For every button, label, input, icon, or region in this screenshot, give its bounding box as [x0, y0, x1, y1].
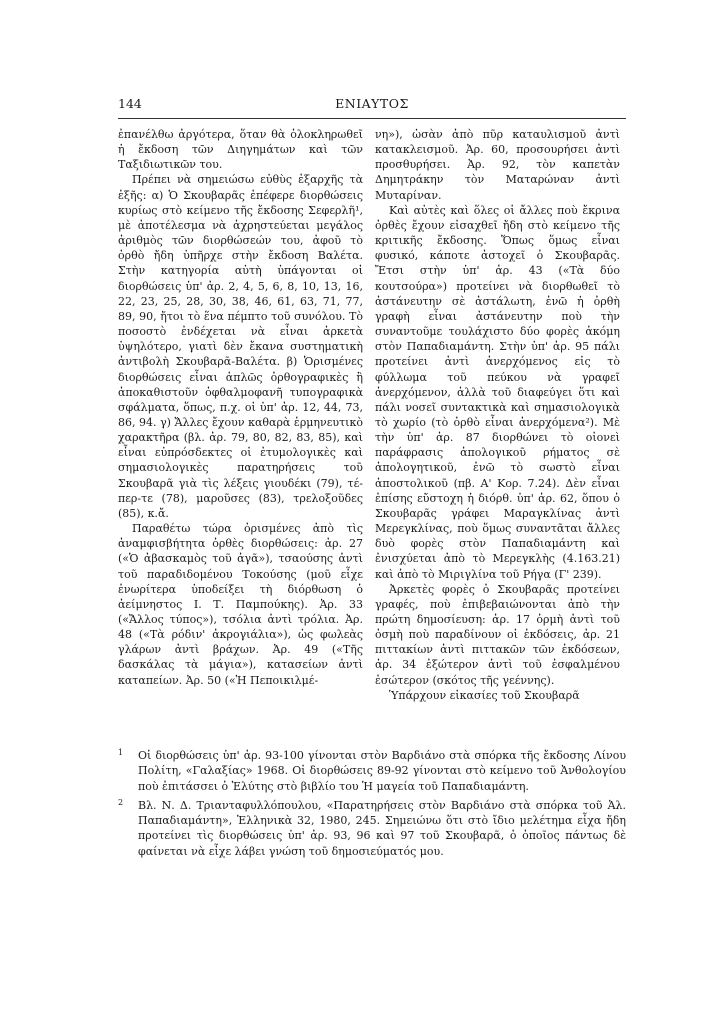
footnote [118, 748, 626, 794]
paragraph: ἐπανέλθω ἀργότερα, ὅταν θὰ ὁλοκληρωθεῖ ἡ ἔκδοση τῶν Διηγημάτων καὶ τῶν Ταξιδιωτικῶν του. [118, 128, 363, 172]
footnote-mark: 2 [118, 797, 124, 807]
paragraph: Καὶ αὐτὲς καὶ ὅλες οἱ ἄλλες ποὺ ἔκρινα ὀρθὲς ἔχουν εἰσαχθεῖ ἤδη στὸ κείμενο τῆς κριτικῆς ἔκδοσης. Ὅπως ὅμως εἶναι φυσικό, κάποτε ἀστοχεῖ ὁ Σκουβαρᾶς. Ἔτσι στὴν ὑπ' ἀρ. 43 («Τὰ δύο κουτσούρα») προτείνει νὰ διορθωθεῖ τὸ ἀστάνευτην σὲ ἀστάλωτη, ἐνῶ ἡ ὀρθὴ γραφὴ εἶναι ἀστάνευτην ποὺ τὴν συναντοῦμε τουλάχιστο δύο φορὲς ἀκόμη στὸν Παπαδιαμάντη. Στὴν ὑπ' ἀρ. 95 πάλι προτείνει ἀντὶ ἀνερχόμενος εἰς τὸ φύλλωμα τοῦ πεύκου νὰ γραφεῖ ἀνερχόμενον, ἀλλὰ τοῦ διαφεύγει ὅτι καὶ πάλι νοσεῖ συντακτικὰ καὶ σημασιολογικὰ τὸ χωρίο (τὸ ὀρθὸ εἶναι ἀνερχόμενα²). Μὲ τὴν ὑπ' ἀρ. 87 διορθώνει τὸ οἱονεὶ παράφρασις ἀπολογικοῦ ρήματος σὲ ἀπολογητικοῦ, ἐνῶ τὸ σωστὸ εἶναι ἀποστολικοῦ (πβ. Α' Κορ. 7.24). Δὲν εἶναι ἐπίσης εὔστοχη ἡ διόρθ. ὑπ' ἀρ. 62, ὅπου ὁ Σκουβαρᾶς γράφει Μαραγκλίνας ἀντὶ Μερεγκλίνας, ποὺ ὅμως συναντᾶται ἄλλες δυὸ φορὲς στὸν Παπαδιαμάντη καὶ ἐνισχύεται ἀπὸ τὸ Μερεγκλὴς (4.163.21) καὶ ἀπὸ τὸ Μιριγλίνα τοῦ Ρήγα (Γ' 239). [375, 203, 620, 581]
footnotes [118, 748, 626, 863]
footnote-mark: 1 [118, 748, 124, 757]
running-title: ΕΝΙΑΥΤΟΣ [335, 96, 409, 111]
left-column [118, 127, 363, 688]
paragraph: Παραθέτω τώρα ὁρισμένες ἀπὸ τὶς ἀναμφισβήτητα ὀρθὲς διορθώσεις: ἀρ. 27 («Ὁ ἀβασκαμὸς τοῦ ἀγᾶ»), τσαούσης ἀντὶ τοῦ παραδιδομένου Τοκούσης (μοῦ εἶχε ἐνωρίτερα ὑποδείξει τὴ διόρθωση ὁ ἀείμνηστος Ι. Τ. Παμπούκης). Ἀρ. 33 («Ἄλλος τύπος»), τσόλια ἀντὶ τρόλια. Ἀρ. 48 («Τὰ ρόδιν' ἀκρογιάλια»), ὡς φωλεὰς γλάρων ἀντὶ βράχων. Ἀρ. 49 («Τῆς δασκάλας τὰ μάγια»), κατασείων ἀντὶ καταπείων. Ἀρ. 50 («Ἡ Πεποικιλμέ- [118, 522, 363, 687]
paragraph: Πρέπει νὰ σημειώσω εὐθὺς ἐξαρχῆς τὰ ἑξῆς: α) Ὁ Σκουβαρᾶς ἐπέφερε διορθώσεις κυρίως στὸ κείμενο τῆς ἔκδοσης Σεφερλῆ¹, μὲ ἀποτέλεσμα νὰ ἀχρηστεύεται μεγάλος ἀριθμὸς τῶν διορθώσεών του, ἀφοῦ τὸ ὀρθὸ ἤδη ὑπῆρχε στὴν ἔκδοση Βαλέτα. Στὴν κατηγορία αὐτὴ ὑπάγονται οἱ διορθώσεις ὑπ' ἀρ. 2, 4, 5, 6, 8, 10, 13, 16, 22, 23, 25, 28, 30, 38, 46, 61, 63, 71, 77, 89, 90, ἤτοι τὸ ἕνα πέμπτο τοῦ συνόλου. Τὸ ποσοστὸ ἐνδέχεται νὰ εἶναι ἀρκετὰ ὑψηλότερο, γιατὶ δὲν ἔκανα συστηματικὴ ἀντιβολὴ Σκουβαρᾶ-Βαλέτα. β) Ὁρισμένες διορθώσεις εἶναι ἁπλῶς ὀρθογραφικὲς ἢ ἀποκαθιστοῦν ὀφθαλμοφανῆ τυπογραφικὰ σφάλματα, ὅπως, π.χ. οἱ ὑπ' ἀρ. 12, 44, 73, 86, 94. γ) Ἄλλες ἔχουν καθαρὰ ἑρμηνευτικὸ χαρακτῆρα (βλ. ἀρ. 79, 80, 82, 83, 85), καὶ εἶναι εὐπρόσδεκτες οἱ ἐτυμολογικὲς καὶ σημασιολογικὲς παρατηρήσεις τοῦ Σκουβαρᾶ γιὰ τὶς λέξεις γιουδέκι (79), τέ-περ-τε (78), μαροῦσες (83), τρελοξοῦδες (85), κ.ἄ. [118, 173, 363, 520]
page-number: 144 [118, 96, 142, 111]
right-column [375, 127, 620, 703]
header-rule [118, 118, 626, 119]
footnote-text: Βλ. Ν. Δ. Τριανταφυλλόπουλου, «Παρατηρήσεις στὸν Βαρδιάνο στὰ σπόρκα τοῦ Ἀλ. Παπαδιαμάντη», Ἑλληνικὰ 32, 1980, 245. Σημειώνω ὅτι στὸ ἴδιο μελέτημα εἶχα ἤδη προτείνει τὶς διορθώσεις ὑπ' ἀρ. 93, 96 καὶ 97 τοῦ Σκουβαρᾶ, ὁ ὁποῖος πάντως δὲ φαίνεται νὰ εἶχε λάβει γνώση τοῦ δημοσιεύματός μου. [138, 798, 626, 858]
paragraph: Ἀρκετὲς φορὲς ὁ Σκουβαρᾶς προτείνει γραφές, ποὺ ἐπιβεβαιώνονται ἀπὸ τὴν πρώτη δημοσίευση: ἀρ. 17 ὁρμὴ ἀντὶ τοῦ ὀσμὴ ποὺ παραδίνουν οἱ ἐκδόσεις, ἀρ. 21 πιττακίων ἀντὶ πιττακῶν τῶν ἐκδόσεων, ἀρ. 34 ἐξώτερον ἀντὶ τοῦ ἐσφαλμένου ἐσώτερον (σκότος τῆς γεέννης). [375, 582, 620, 687]
paragraph: νη»), ὡσὰν ἀπὸ πῦρ καταυλισμοῦ ἀντὶ κατακλεισμοῦ. Ἀρ. 60, προσουρήσει ἀντὶ προσθυρήσει. Ἀρ. 92, τὸν καπετὰν Δημητράκην τὸν Ματαρώναν ἀντὶ Μυταρίναν. [375, 128, 620, 202]
page-header [118, 96, 626, 114]
footnote [118, 798, 626, 859]
footnote-text: Οἱ διορθώσεις ὑπ' ἀρ. 93-100 γίνονται στὸν Βαρδιάνο στὰ σπόρκα τῆς ἔκδοσης Λίνου Πολίτη, «Γαλαξίας» 1968. Οἱ διορθώσεις 89-92 γίνονται στὸ κείμενο τοῦ Ἀνθολογίου ποὺ ἐπιτάσσει ὁ Ἐλύτης στὸ βιβλίο του Ἡ μαγεία τοῦ Παπαδιαμάντη. [138, 749, 626, 793]
paragraph: Ὑπάρχουν εἰκασίες τοῦ Σκουβαρᾶ [389, 688, 580, 702]
